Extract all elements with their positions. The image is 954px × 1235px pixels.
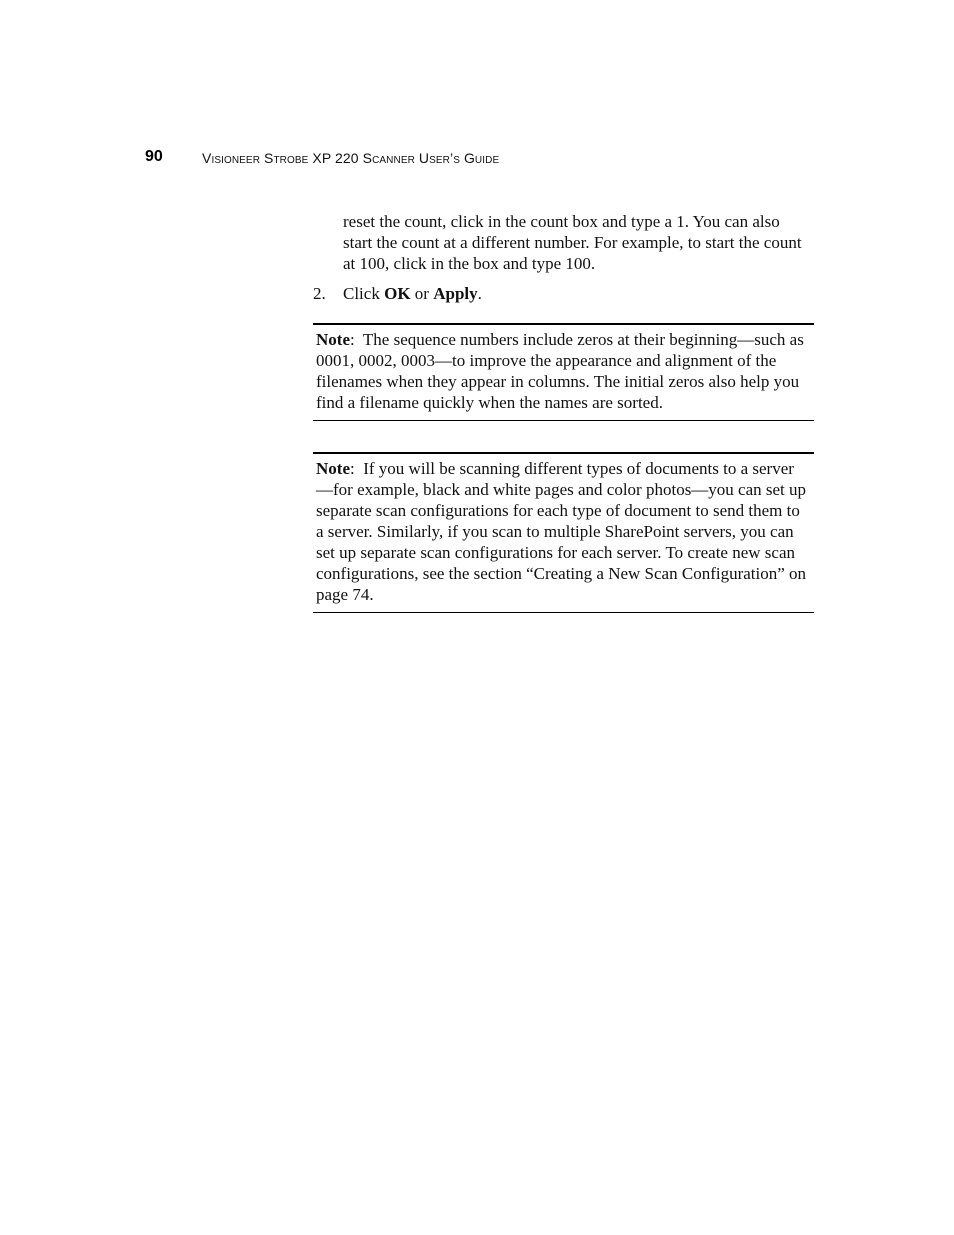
note-label: Note (316, 459, 350, 478)
apply-label: Apply (433, 284, 478, 303)
running-header-title: Visioneer Strobe XP 220 Scanner User’s Guide (202, 150, 500, 166)
numbered-step (313, 283, 813, 304)
note-box-sequence-numbers (313, 323, 814, 421)
note-label: Note (316, 330, 350, 349)
continued-paragraph: reset the count, click in the count box and type a 1. You can also start the count at a different number. For example, to start the count at 100, click in the box and type 100. (343, 212, 802, 273)
page-number: 90 (145, 148, 163, 165)
note-text: The sequence numbers include zeros at their beginning—such as 0001, 0002, 0003—to improve the appearance and alignment of the filenames when they appear in columns. The initial zeros also help you find a filename quickly when the names are sorted. (316, 330, 804, 412)
note-paragraph (316, 458, 808, 605)
note-text: If you will be scanning different types of documents to a server—for example, black and white pages and color photos—you can set up separate scan configurations for each type of document to send them to a server. Similarly, if you scan to multiple SharePoint servers, you can set up separate scan configurations for each server. To create new scan configurations, see the section “Creating a New Scan Configuration” on page 74. (316, 459, 807, 604)
note-paragraph (316, 329, 808, 413)
step-prefix: Click (343, 284, 385, 303)
ok-label: OK (384, 284, 411, 303)
note-box-scan-configurations (313, 452, 814, 613)
step-middle: or (410, 284, 434, 303)
note-separator: : (349, 459, 364, 478)
step-suffix: . (477, 284, 482, 303)
note-separator: : (349, 330, 363, 349)
step-number: 2. (313, 284, 326, 303)
